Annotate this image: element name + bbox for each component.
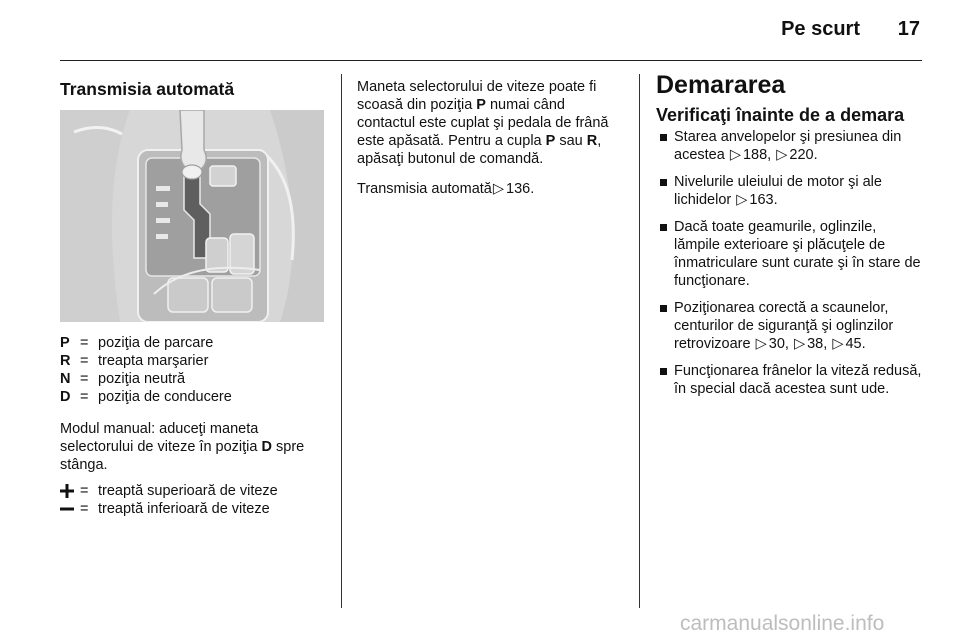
legend-key: P — [60, 335, 70, 351]
legend-text: treapta marşarier — [98, 353, 209, 369]
list-item — [656, 299, 924, 353]
list-item — [656, 173, 924, 209]
legend-row-p — [60, 334, 328, 352]
list-item — [656, 128, 924, 164]
page-ref-arrow-icon: ▷ — [793, 336, 806, 352]
column-divider-2 — [639, 74, 640, 608]
text-run: Starea anvelopelor şi presiunea din acestea — [674, 129, 902, 163]
bullet-text — [674, 128, 924, 164]
bullet-text: Dacă toate geamurile, oglinzile, lămpile exterioare şi plăcuţele de înmatriculare sunt curate şi în stare de funcţionare. — [674, 219, 921, 289]
selector-lever-paragraph — [357, 78, 627, 168]
legend-text: poziţia de parcare — [98, 335, 214, 351]
bullet-icon — [656, 128, 674, 164]
header-title: Pe scurt — [781, 18, 860, 40]
header-rule — [60, 60, 922, 61]
bullet-icon — [656, 362, 674, 398]
legend-text: treaptă superioară de viteze — [98, 483, 278, 499]
page-reference: 220. — [789, 147, 818, 163]
legend-row-minus — [60, 500, 328, 518]
legend-text: poziţia de conducere — [98, 389, 232, 405]
legend-text: treaptă inferioară de viteze — [98, 501, 270, 517]
gear-selector-illustration — [60, 110, 324, 322]
page-ref-arrow-icon: ▷ — [832, 336, 844, 352]
legend-row-d — [60, 388, 328, 406]
watermark: carmanualsonline.info — [680, 612, 885, 635]
page-reference: 30, — [768, 336, 789, 352]
minus-icon — [60, 500, 80, 518]
legend-equals: = — [80, 353, 89, 369]
text-run: , apăsaţi butonul de comandă. — [357, 133, 602, 167]
bullet-icon — [656, 218, 674, 290]
text-run: Poziţionarea corectă a scaunelor, centurilor de siguranţă şi oglinzilor retrovizoare — [674, 300, 894, 352]
page-ref-arrow-icon: ▷ — [776, 147, 788, 163]
legend-key: N — [60, 371, 71, 387]
list-item — [656, 362, 924, 398]
text-run: Modul manual: aduceţi maneta selectorului de viteze în poziţia — [60, 421, 262, 455]
page-ref-arrow-icon: ▷ — [755, 336, 767, 352]
legend-row-r — [60, 352, 328, 370]
legend-key: R — [60, 353, 71, 369]
page-reference: 163. — [749, 192, 778, 208]
shift-legend — [60, 482, 328, 518]
text-run: Maneta selectorului de viteze poate fi scoasă din poziţia — [357, 79, 597, 113]
page-reference: 188, — [742, 147, 772, 163]
cross-reference-paragraph — [357, 180, 627, 198]
legend-equals: = — [80, 483, 89, 499]
legend-equals: = — [80, 501, 89, 517]
page-ref-arrow-icon: ▷ — [729, 147, 741, 163]
column-3 — [656, 71, 924, 407]
page-number: 17 — [897, 18, 920, 40]
legend-text: poziţia neutră — [98, 371, 186, 387]
page-ref-arrow-icon: ▷ — [736, 192, 748, 208]
main-heading: Demararea — [656, 71, 786, 99]
legend-row-n — [60, 370, 328, 388]
column-2 — [357, 74, 627, 198]
bullet-icon — [656, 299, 674, 353]
bullet-text: Funcţionarea frânelor la viteză redusă, în special dacă acestea sunt ude. — [674, 363, 922, 397]
gear-legend — [60, 334, 328, 406]
legend-row-plus — [60, 482, 328, 500]
page-reference: 136. — [506, 181, 535, 197]
column-divider-1 — [341, 74, 342, 608]
column-1 — [60, 74, 328, 518]
legend-equals: = — [80, 335, 89, 351]
bold-r: R — [586, 133, 598, 149]
manual-mode-paragraph — [60, 420, 328, 474]
legend-key: D — [60, 389, 71, 405]
sub-heading: Verificaţi înainte de a demara — [656, 105, 905, 125]
text-run: numai când contactul este cuplat şi pedala de frână este apăsată. Pentru a cupla — [357, 97, 609, 149]
text-run: Nivelurile uleiului de motor şi ale lichidelor — [674, 174, 882, 208]
bold-p: P — [545, 133, 556, 149]
bold-p: P — [476, 97, 486, 113]
text-run: spre stânga. — [60, 439, 305, 473]
list-item — [656, 218, 924, 290]
section-heading: Transmisia automată — [60, 79, 235, 99]
page-ref-arrow-icon: ▷ — [492, 181, 505, 197]
page-reference: 38, — [807, 336, 828, 352]
page-reference: 45. — [845, 336, 866, 352]
bullet-icon — [656, 173, 674, 209]
legend-equals: = — [80, 371, 89, 387]
bullet-text — [674, 299, 924, 353]
bullet-text — [674, 173, 924, 209]
text-run: Transmisia automată — [357, 181, 492, 197]
text-run: sau — [555, 133, 587, 149]
bold-d: D — [261, 439, 272, 455]
plus-icon — [60, 482, 80, 500]
legend-equals: = — [80, 389, 89, 405]
